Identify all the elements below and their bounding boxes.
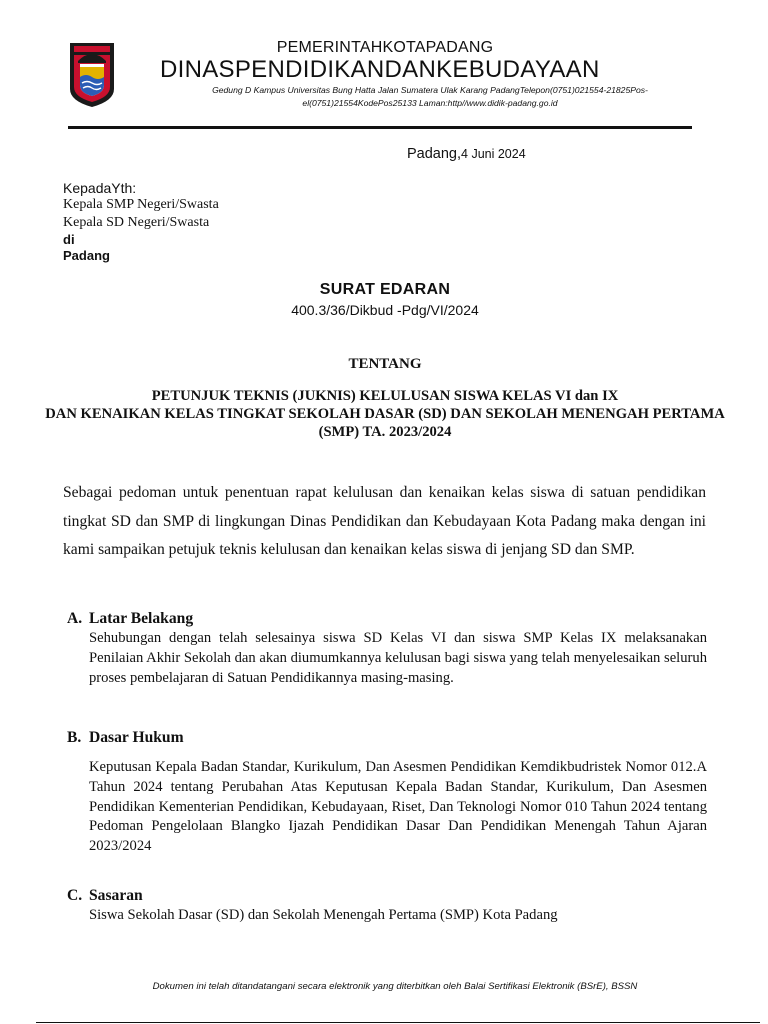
letter-number: 400.3/36/Dikbud -Pdg/VI/2024	[291, 302, 479, 318]
section-b-letter: B.	[67, 729, 82, 746]
e-signature-footer-note: Dokumen ini telah ditandatangani secara elektronik yang diterbitkan oleh Balai Sertifikasi Elektronik (BSrE), BSSN	[152, 981, 638, 992]
subject-line-1: PETUNJUK TEKNIS (JUKNIS) KELULUSAN SISWA KELAS VI dan IX	[151, 388, 619, 404]
recipient-place: Padang	[63, 248, 110, 263]
letterhead-divider	[68, 126, 692, 129]
subject-line-2: DAN KENAIKAN KELAS TINGKAT SEKOLAH DASAR (SD) DAN SEKOLAH MENENGAH PERTAMA (SMP) TA. 2023/2024	[45, 406, 725, 440]
padang-coat-of-arms-icon	[68, 41, 116, 109]
section-c-body: Siswa Sekolah Dasar (SD) dan Sekolah Menengah Pertama (SMP) Kota Padang	[89, 907, 558, 923]
tentang-heading: TENTANG	[348, 356, 422, 372]
section-a-body: Sehubungan dengan telah selesainya siswa SD Kelas VI dan siswa SMP Kelas IX melaksanakan Penilaian Akhir Sekolah dan akan diumumkannya kelulusan bagi siswa yang telah menyelesaikan seluruh proses pembelajaran di Satuan Pendidikannya masing-masing.	[89, 630, 707, 686]
section-a-title: Latar Belakang	[89, 610, 194, 627]
department-name: DINASPENDIDIKANDANKEBUDAYAAN	[160, 56, 600, 83]
letter-date	[407, 146, 526, 162]
section-b-heading	[67, 729, 184, 747]
section-a-heading	[67, 610, 193, 628]
salutation: KepadaYth:	[63, 180, 137, 196]
letter-subject	[40, 387, 730, 441]
section-c-heading	[67, 887, 143, 905]
section-c-title: Sasaran	[89, 887, 143, 904]
section-a-letter: A.	[67, 610, 83, 627]
recipient-di: di	[63, 232, 75, 247]
section-b-title: Dasar Hukum	[89, 729, 184, 746]
section-c-letter: C.	[67, 887, 83, 904]
office-address: Gedung D Kampus Universitas Bung Hatta Jalan Sumatera Ulak Karang PadangTelepon(0751)021554-21825Pos-el(0751)21554KodePos25133 Laman:http//www.didik-padang.go.id	[212, 85, 648, 108]
date-text: 4 Juni 2024	[461, 147, 526, 161]
intro-paragraph: Sebagai pedoman untuk penentuan rapat kelulusan dan kenaikan kelas siswa di satuan pendidikan tingkat SD dan SMP di lingkungan Dinas Pendidikan dan Kebudayaan Kota Padang maka dengan ini kami sampaikan petujuk teknis kelulusan dan kenaikan kelas siswa di jenjang SD dan SMP.	[63, 484, 706, 558]
letter-type-title: SURAT EDARAN	[319, 281, 451, 298]
government-name: PEMERINTAHKOTAPADANG	[276, 39, 494, 56]
recipient-line-1: Kepala SMP Negeri/Swasta	[63, 197, 219, 212]
date-place-text: Padang,	[407, 146, 462, 162]
footer-divider	[36, 1022, 760, 1023]
section-b-body: Keputusan Kepala Badan Standar, Kurikulum, Dan Asesmen Pendidikan Kemdikbudristek Nomor 012.A Tahun 2024 tentang Perubahan Atas Keputusan Kepala Badan Standar, Kurikulum, Dan Asesmen Pendidikan Kementerian Pendidikan, Kebudayaan, Riset, Dan Teknologi Nomor 010 Tahun 2024 tentang Pedoman Pengelolaan Blangko Ijazah Pendidikan Dasar Dan Pendidikan Menengah Tahun Ajaran 2023/2024	[89, 759, 707, 855]
recipient-line-2: Kepala SD Negeri/Swasta	[63, 215, 210, 230]
